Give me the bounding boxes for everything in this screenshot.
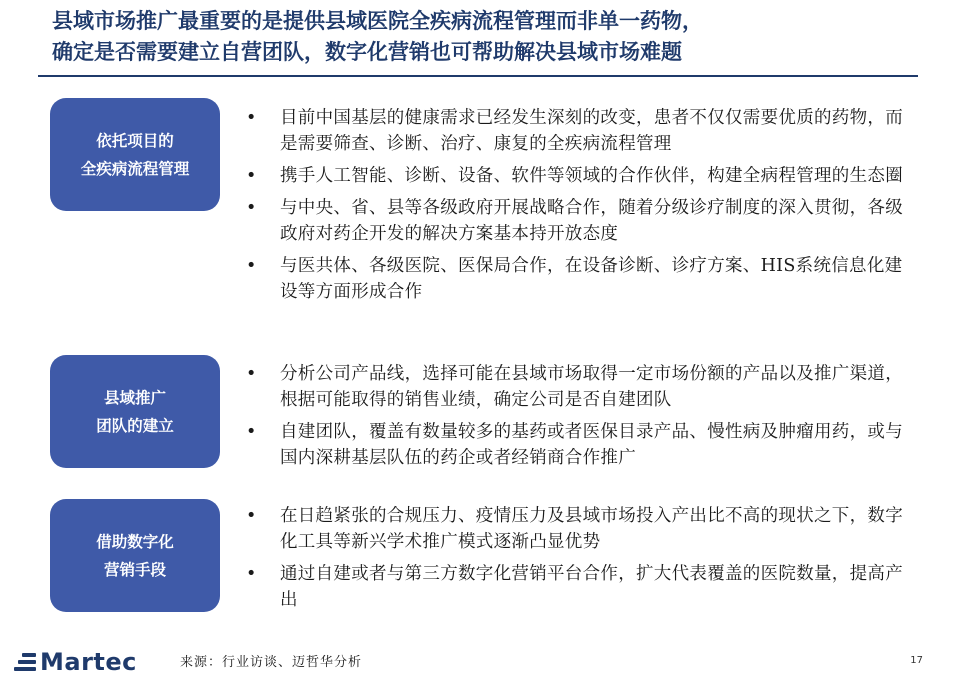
bullet-icon: • <box>246 256 257 276</box>
bullet-text: 自建团队，覆盖有数量较多的基药或者医保目录产品、慢性病及肿瘤用药，或与国内深耕基层队伍的药企或者经销商合作推广 <box>280 422 903 468</box>
section-label-line: 县域推广 <box>103 388 166 407</box>
list-item <box>246 419 906 471</box>
section-label-line: 全疾病流程管理 <box>80 159 190 178</box>
footer <box>0 645 953 685</box>
bullet-icon: • <box>246 564 257 584</box>
bullet-icon: • <box>246 422 257 442</box>
list-item <box>246 195 906 247</box>
list-item <box>246 361 906 413</box>
section-label-line: 借助数字化 <box>96 532 174 551</box>
page-title <box>52 6 932 68</box>
list-item <box>246 561 906 613</box>
bullet-icon: • <box>246 108 257 128</box>
section-label-digital-marketing <box>50 499 220 612</box>
bullet-list-digital-marketing <box>246 503 906 619</box>
title-line-2: 确定是否需要建立自营团队，数字化营销也可帮助解决县域市场难题 <box>52 40 682 64</box>
bullet-icon: • <box>246 364 257 384</box>
bullet-text: 在日趋紧张的合规压力、疫情压力及县域市场投入产出比不高的现状之下，数字化工具等新兴学术推广模式逐渐凸显优势 <box>280 506 903 552</box>
company-logo <box>14 648 137 676</box>
bullet-text: 通过自建或者与第三方数字化营销平台合作，扩大代表覆盖的医院数量，提高产出 <box>280 564 903 610</box>
page-number: 17 <box>910 655 923 666</box>
list-item <box>246 253 906 305</box>
bullet-text: 与医共体、各级医院、医保局合作，在设备诊断、诊疗方案、HIS系统信息化建设等方面形成合作 <box>280 256 903 302</box>
list-item <box>246 163 906 189</box>
bullet-list-disease-management <box>246 105 906 311</box>
bullet-icon: • <box>246 506 257 526</box>
bullet-icon: • <box>246 166 257 186</box>
bullet-text: 目前中国基层的健康需求已经发生深刻的改变，患者不仅仅需要优质的药物，而是需要筛查、诊断、治疗、康复的全疾病流程管理 <box>280 108 903 154</box>
title-line-1: 县域市场推广最重要的是提供县域医院全疾病流程管理而非单一药物， <box>52 9 703 33</box>
bullet-text: 与中央、省、县等各级政府开展战略合作，随着分级诊疗制度的深入贯彻，各级政府对药企开发的解决方案基本持开放态度 <box>280 198 903 244</box>
bullet-list-county-team <box>246 361 906 477</box>
list-item <box>246 105 906 157</box>
bullet-text: 携手人工智能、诊断、设备、软件等领域的合作伙伴，构建全病程管理的生态圈 <box>280 166 903 186</box>
title-divider <box>38 75 918 77</box>
logo-text: Martec <box>40 648 137 676</box>
section-label-county-team <box>50 355 220 468</box>
section-label-disease-management <box>50 98 220 211</box>
source-note: 来源：行业访谈、迈哲华分析 <box>180 655 363 670</box>
section-label-line: 依托项目的 <box>96 131 174 150</box>
bullet-text: 分析公司产品线，选择可能在县域市场取得一定市场份额的产品以及推广渠道，根据可能取得的销售业绩，确定公司是否自建团队 <box>280 364 903 410</box>
bullet-icon: • <box>246 198 257 218</box>
section-label-line: 营销手段 <box>103 560 166 579</box>
logo-mark-icon <box>14 651 38 673</box>
section-label-line: 团队的建立 <box>96 416 174 435</box>
list-item <box>246 503 906 555</box>
